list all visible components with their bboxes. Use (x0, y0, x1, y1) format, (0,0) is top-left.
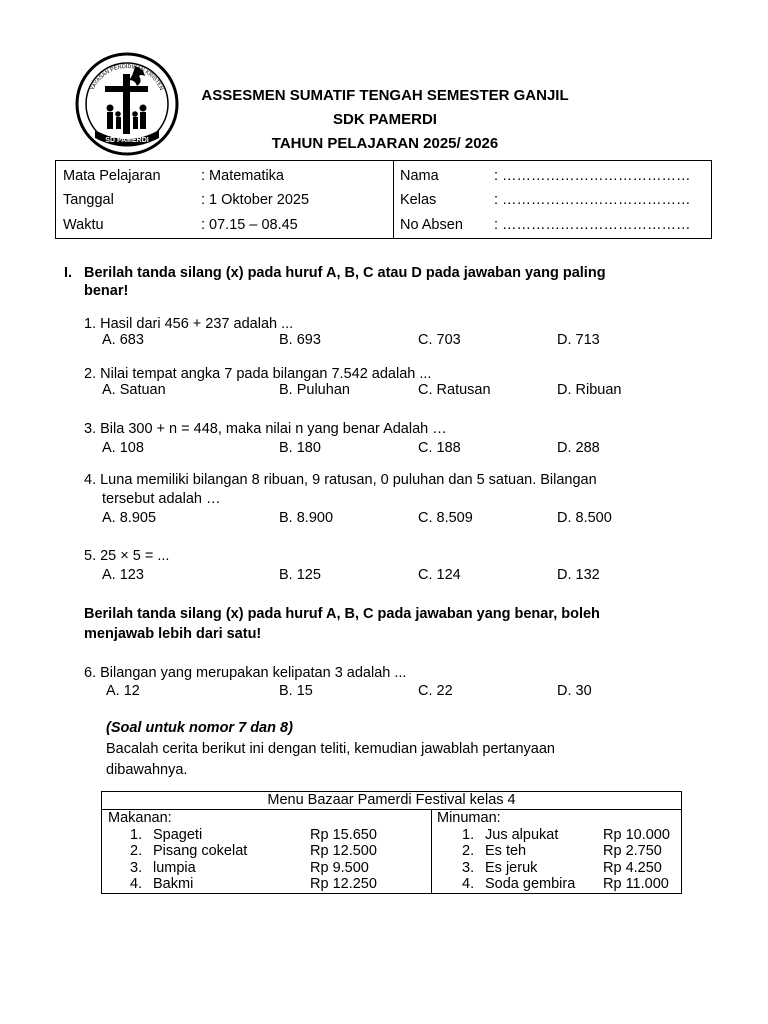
info-divider (393, 161, 394, 238)
section2-instruction: Berilah tanda silang (x) pada huruf A, B, C pada jawaban yang benar, boleh (84, 606, 600, 622)
q3-option-a[interactable]: A. 108 (102, 440, 144, 456)
subject-value: : Matematika (201, 168, 284, 184)
logo-bottom-text: SD PAMERDI (105, 137, 149, 144)
q3-option-b[interactable]: B. 180 (279, 440, 321, 456)
q3-option-c[interactable]: C. 188 (418, 440, 461, 456)
q6-option-d[interactable]: D. 30 (557, 683, 592, 699)
question-4-cont: tersebut adalah … (102, 491, 221, 507)
exam-title: ASSESMEN SUMATIF TENGAH SEMESTER GANJIL (201, 87, 569, 104)
q1-option-d[interactable]: D. 713 (557, 332, 600, 348)
q5-option-c[interactable]: C. 124 (418, 567, 461, 583)
q4-option-c[interactable]: C. 8.509 (418, 510, 473, 526)
drink-no: 4. (462, 876, 475, 892)
q3-option-d[interactable]: D. 288 (557, 440, 600, 456)
q4-option-b[interactable]: B. 8.900 (279, 510, 334, 526)
absence-number-field[interactable]: : ………………………………… (494, 217, 691, 233)
class-field[interactable]: : ………………………………… (494, 192, 691, 208)
food-name: Bakmi (153, 876, 194, 892)
absence-number-label: No Absen (400, 217, 463, 233)
question-1: 1. Hasil dari 456 + 237 adalah ... (84, 316, 294, 332)
question-4: 4. Luna memiliki bilangan 8 ribuan, 9 ratusan, 0 puluhan dan 5 satuan. Bilangan (84, 472, 597, 488)
q5-option-d[interactable]: D. 132 (557, 567, 600, 583)
drink-name: Es teh (485, 843, 527, 859)
section2-instruction-cont: menjawab lebih dari satu! (84, 626, 262, 642)
drink-name: Jus alpukat (485, 827, 559, 843)
date-label: Tanggal (63, 192, 114, 208)
subject-label: Mata Pelajaran (63, 168, 161, 184)
food-no: 4. (130, 876, 143, 892)
name-field[interactable]: : ………………………………… (494, 168, 691, 184)
date-value: : 1 Oktober 2025 (201, 192, 310, 208)
story-instruction: Bacalah cerita berikut ini dengan teliti, kemudian jawablah pertanyaan (106, 741, 555, 757)
q4-option-d[interactable]: D. 8.500 (557, 510, 612, 526)
food-name: Pisang cokelat (153, 843, 248, 859)
food-name: lumpia (153, 860, 196, 876)
q4-option-a[interactable]: A. 8.905 (102, 510, 157, 526)
food-price: Rp 12.500 (310, 843, 377, 859)
food-price: Rp 15.650 (310, 827, 377, 843)
food-no: 2. (130, 843, 143, 859)
section1-instruction: Berilah tanda silang (x) pada huruf A, B, C atau D pada jawaban yang paling (84, 265, 606, 281)
question-5: 5. 25 × 5 = ... (84, 548, 170, 564)
drink-no: 3. (462, 860, 475, 876)
q5-option-b[interactable]: B. 125 (279, 567, 321, 583)
menu-title: Menu Bazaar Pamerdi Festival kelas 4 (102, 792, 681, 810)
drink-no: 2. (462, 843, 475, 859)
section-number: I. (64, 265, 73, 281)
food-no: 3. (130, 860, 143, 876)
time-value: : 07.15 – 08.45 (201, 217, 298, 233)
academic-year: TAHUN PELAJARAN 2025/ 2026 (271, 135, 499, 152)
story-instruction-cont: dibawahnya. (106, 762, 188, 778)
time-label: Waktu (63, 217, 104, 233)
q1-option-c[interactable]: C. 703 (418, 332, 461, 348)
q1-option-a[interactable]: A. 683 (102, 332, 144, 348)
drink-name: Soda gembira (485, 876, 576, 892)
story-heading: (Soal untuk nomor 7 dan 8) (106, 720, 293, 736)
class-label: Kelas (400, 192, 437, 208)
q2-option-c[interactable]: C. Ratusan (418, 382, 491, 398)
q1-option-b[interactable]: B. 693 (279, 332, 321, 348)
question-3: 3. Bila 300 + n = 448, maka nilai n yang benar Adalah … (84, 421, 447, 437)
q2-option-a[interactable]: A. Satuan (102, 382, 166, 398)
drink-name: Es jeruk (485, 860, 538, 876)
food-header: Makanan: (108, 810, 172, 826)
school-name: SDK PAMERDI (333, 111, 437, 128)
food-name: Spageti (153, 827, 203, 843)
drink-header: Minuman: (437, 810, 501, 826)
food-no: 1. (130, 827, 143, 843)
drink-price: Rp 10.000 (603, 827, 670, 843)
food-price: Rp 12.250 (310, 876, 377, 892)
drink-price: Rp 11.000 (603, 876, 669, 892)
question-2: 2. Nilai tempat angka 7 pada bilangan 7.542 adalah ... (84, 366, 432, 382)
q6-option-a[interactable]: A. 12 (106, 683, 140, 699)
logo-top-text: YAYASAN PENDIDIKAN KRISTEN (89, 63, 165, 92)
drink-no: 1. (462, 827, 475, 843)
drink-price: Rp 2.750 (603, 843, 662, 859)
q2-option-b[interactable]: B. Puluhan (279, 382, 350, 398)
q6-option-c[interactable]: C. 22 (418, 683, 453, 699)
drink-price: Rp 4.250 (603, 860, 662, 876)
q2-option-d[interactable]: D. Ribuan (557, 382, 622, 398)
section1-instruction-cont: benar! (84, 283, 129, 299)
student-info-table (55, 160, 712, 239)
menu-divider (431, 810, 432, 893)
bazaar-menu-table (101, 791, 682, 894)
q6-option-b[interactable]: B. 15 (279, 683, 313, 699)
question-6: 6. Bilangan yang merupakan kelipatan 3 adalah ... (84, 665, 407, 681)
food-price: Rp 9.500 (310, 860, 369, 876)
name-label: Nama (400, 168, 439, 184)
q5-option-a[interactable]: A. 123 (102, 567, 144, 583)
